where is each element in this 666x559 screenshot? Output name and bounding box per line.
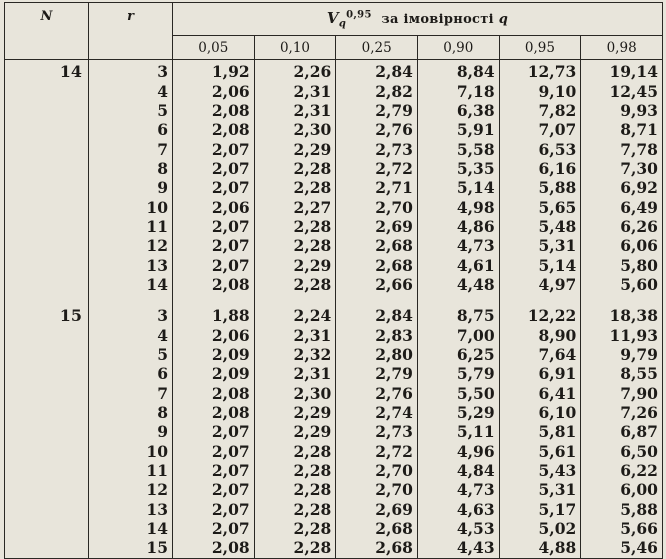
value-cell: 7,00 (417, 325, 499, 344)
value-cell: 2,31 (254, 81, 336, 100)
value-cell: 1,92 (173, 60, 255, 82)
value-cell: 2,26 (254, 60, 336, 82)
r-cell: 6 (89, 364, 173, 383)
n-cell (5, 384, 89, 403)
r-cell: 11 (89, 217, 173, 236)
value-cell: 7,78 (581, 139, 663, 158)
group-spacer (5, 294, 663, 306)
value-cell: 2,29 (254, 403, 336, 422)
value-cell: 2,31 (254, 364, 336, 383)
value-cell: 2,66 (336, 275, 418, 294)
r-cell: 9 (89, 178, 173, 197)
value-cell: 2,09 (173, 364, 255, 383)
value-cell: 5,61 (499, 442, 581, 461)
n-cell (5, 325, 89, 344)
n-cell (5, 364, 89, 383)
r-cell: 10 (89, 197, 173, 216)
r-cell: 12 (89, 480, 173, 499)
value-cell: 5,43 (499, 461, 581, 480)
value-cell: 2,06 (173, 325, 255, 344)
value-cell: 2,07 (173, 519, 255, 538)
table-row (5, 81, 663, 100)
table-row (5, 345, 663, 364)
v-symbol: V (326, 8, 339, 27)
value-cell: 8,75 (417, 306, 499, 325)
n-cell (5, 178, 89, 197)
value-cell: 12,45 (581, 81, 663, 100)
table-row (5, 403, 663, 422)
r-cell: 9 (89, 422, 173, 441)
column-header-n: N (5, 3, 89, 60)
value-cell: 6,26 (581, 217, 663, 236)
table-row (5, 255, 663, 274)
table-row (5, 139, 663, 158)
value-cell: 2,29 (254, 422, 336, 441)
r-cell: 5 (89, 101, 173, 120)
table-row (5, 275, 663, 294)
n-cell (5, 345, 89, 364)
value-cell: 2,70 (336, 480, 418, 499)
value-cell: 2,07 (173, 480, 255, 499)
value-cell: 2,76 (336, 120, 418, 139)
r-cell: 4 (89, 325, 173, 344)
n-cell (5, 480, 89, 499)
value-cell: 4,63 (417, 500, 499, 519)
value-cell: 5,14 (499, 255, 581, 274)
r-cell: 3 (89, 306, 173, 325)
value-cell: 7,26 (581, 403, 663, 422)
table-row (5, 442, 663, 461)
value-cell: 2,27 (254, 197, 336, 216)
r-cell: 12 (89, 236, 173, 255)
value-cell: 2,07 (173, 139, 255, 158)
n-cell (5, 255, 89, 274)
table-row (5, 236, 663, 255)
value-cell: 2,32 (254, 345, 336, 364)
value-cell: 2,28 (254, 236, 336, 255)
table-row (5, 159, 663, 178)
r-cell: 11 (89, 461, 173, 480)
value-cell: 5,48 (499, 217, 581, 236)
n-cell (5, 442, 89, 461)
table-row (5, 480, 663, 499)
q-value-header: 0,25 (336, 36, 418, 60)
value-cell: 2,08 (173, 403, 255, 422)
table-row (5, 519, 663, 538)
value-cell: 12,22 (499, 306, 581, 325)
q-value-header: 0,10 (254, 36, 336, 60)
value-cell: 4,86 (417, 217, 499, 236)
value-cell: 2,28 (254, 217, 336, 236)
r-cell: 14 (89, 275, 173, 294)
value-cell: 4,97 (499, 275, 581, 294)
value-cell: 2,07 (173, 422, 255, 441)
value-cell: 2,68 (336, 519, 418, 538)
value-cell: 6,38 (417, 101, 499, 120)
value-cell: 5,29 (417, 403, 499, 422)
value-cell: 4,84 (417, 461, 499, 480)
q-value-header: 0,95 (499, 36, 581, 60)
n-cell: 15 (5, 306, 89, 325)
value-cell: 5,14 (417, 178, 499, 197)
r-cell: 8 (89, 403, 173, 422)
table-row (5, 101, 663, 120)
n-cell (5, 422, 89, 441)
table-body (5, 60, 663, 559)
n-cell (5, 101, 89, 120)
value-cell: 7,64 (499, 345, 581, 364)
value-cell: 4,88 (499, 538, 581, 558)
value-cell: 2,28 (254, 500, 336, 519)
table-row (5, 217, 663, 236)
value-cell: 5,31 (499, 480, 581, 499)
probability-q: q (498, 11, 509, 27)
value-cell: 2,07 (173, 217, 255, 236)
value-cell: 5,31 (499, 236, 581, 255)
value-cell: 2,07 (173, 159, 255, 178)
r-cell: 10 (89, 442, 173, 461)
value-cell: 6,50 (581, 442, 663, 461)
value-cell: 2,08 (173, 538, 255, 558)
value-cell: 2,69 (336, 500, 418, 519)
value-cell: 2,28 (254, 538, 336, 558)
table-row (5, 197, 663, 216)
q-value-header: 0,98 (581, 36, 663, 60)
value-cell: 5,46 (581, 538, 663, 558)
value-cell: 2,07 (173, 442, 255, 461)
value-cell: 2,08 (173, 120, 255, 139)
n-cell (5, 403, 89, 422)
table-row (5, 60, 663, 82)
value-cell: 9,93 (581, 101, 663, 120)
value-cell: 2,68 (336, 255, 418, 274)
value-cell: 6,22 (581, 461, 663, 480)
table-row (5, 306, 663, 325)
value-cell: 5,81 (499, 422, 581, 441)
value-cell: 2,79 (336, 101, 418, 120)
value-cell: 2,84 (336, 60, 418, 82)
table-row (5, 325, 663, 344)
value-cell: 6,16 (499, 159, 581, 178)
value-cell: 5,88 (581, 500, 663, 519)
value-cell: 2,28 (254, 519, 336, 538)
v-superscript: 0,95 (346, 9, 372, 21)
value-cell: 2,09 (173, 345, 255, 364)
value-cell: 8,55 (581, 364, 663, 383)
value-cell: 5,91 (417, 120, 499, 139)
value-cell: 2,28 (254, 159, 336, 178)
value-cell: 4,48 (417, 275, 499, 294)
value-cell: 2,07 (173, 236, 255, 255)
value-cell: 2,08 (173, 101, 255, 120)
value-cell: 5,50 (417, 384, 499, 403)
n-cell (5, 197, 89, 216)
value-cell: 6,06 (581, 236, 663, 255)
value-cell: 4,73 (417, 480, 499, 499)
value-cell: 4,96 (417, 442, 499, 461)
r-cell: 7 (89, 384, 173, 403)
value-cell: 5,88 (499, 178, 581, 197)
r-cell: 5 (89, 345, 173, 364)
value-cell: 8,71 (581, 120, 663, 139)
value-cell: 2,31 (254, 101, 336, 120)
value-cell: 2,70 (336, 461, 418, 480)
value-cell: 4,73 (417, 236, 499, 255)
value-cell: 2,08 (173, 384, 255, 403)
value-cell: 6,53 (499, 139, 581, 158)
value-cell: 2,80 (336, 345, 418, 364)
value-cell: 7,90 (581, 384, 663, 403)
value-cell: 5,11 (417, 422, 499, 441)
r-cell: 6 (89, 120, 173, 139)
value-cell: 9,10 (499, 81, 581, 100)
value-cell: 2,06 (173, 197, 255, 216)
value-cell: 6,10 (499, 403, 581, 422)
value-cell: 12,73 (499, 60, 581, 82)
column-header-probability (173, 3, 663, 36)
value-cell: 2,07 (173, 255, 255, 274)
r-cell: 3 (89, 60, 173, 82)
value-cell: 6,49 (581, 197, 663, 216)
value-cell: 2,31 (254, 325, 336, 344)
n-cell (5, 519, 89, 538)
value-cell: 7,07 (499, 120, 581, 139)
value-cell: 7,18 (417, 81, 499, 100)
value-cell: 19,14 (581, 60, 663, 82)
value-cell: 2,07 (173, 178, 255, 197)
value-cell: 2,73 (336, 422, 418, 441)
value-cell: 5,66 (581, 519, 663, 538)
table-row (5, 120, 663, 139)
value-cell: 2,70 (336, 197, 418, 216)
value-cell: 6,92 (581, 178, 663, 197)
value-cell: 6,41 (499, 384, 581, 403)
v-subscript: q (338, 18, 347, 30)
value-cell: 5,60 (581, 275, 663, 294)
value-cell: 2,79 (336, 364, 418, 383)
n-cell (5, 120, 89, 139)
value-cell: 4,43 (417, 538, 499, 558)
value-cell: 9,79 (581, 345, 663, 364)
q-value-header: 0,05 (173, 36, 255, 60)
value-cell: 2,24 (254, 306, 336, 325)
table-row (5, 384, 663, 403)
r-cell: 14 (89, 519, 173, 538)
value-cell: 2,71 (336, 178, 418, 197)
value-cell: 11,93 (581, 325, 663, 344)
value-cell: 2,29 (254, 255, 336, 274)
value-cell: 2,68 (336, 538, 418, 558)
value-cell: 2,74 (336, 403, 418, 422)
r-cell: 8 (89, 159, 173, 178)
value-cell: 2,28 (254, 275, 336, 294)
r-cell: 4 (89, 81, 173, 100)
value-cell: 5,58 (417, 139, 499, 158)
table-row (5, 461, 663, 480)
table-row (5, 364, 663, 383)
n-cell (5, 500, 89, 519)
q-value-header: 0,90 (417, 36, 499, 60)
value-cell: 7,30 (581, 159, 663, 178)
table-header (5, 3, 663, 60)
n-cell: 14 (5, 60, 89, 82)
value-cell: 5,80 (581, 255, 663, 274)
value-cell: 5,17 (499, 500, 581, 519)
value-cell: 6,25 (417, 345, 499, 364)
column-header-r: r (89, 3, 173, 60)
value-cell: 8,84 (417, 60, 499, 82)
value-cell: 2,08 (173, 275, 255, 294)
table-row (5, 538, 663, 558)
value-cell: 2,69 (336, 217, 418, 236)
value-cell: 2,30 (254, 120, 336, 139)
r-cell: 7 (89, 139, 173, 158)
value-cell: 2,76 (336, 384, 418, 403)
n-cell (5, 139, 89, 158)
value-cell: 1,88 (173, 306, 255, 325)
r-cell: 13 (89, 255, 173, 274)
n-cell (5, 217, 89, 236)
value-cell: 4,53 (417, 519, 499, 538)
n-cell (5, 81, 89, 100)
value-cell: 2,84 (336, 306, 418, 325)
value-cell: 6,91 (499, 364, 581, 383)
value-cell: 2,07 (173, 500, 255, 519)
probability-caption: за імовірності (381, 11, 494, 27)
table-row (5, 422, 663, 441)
value-cell: 2,06 (173, 81, 255, 100)
value-cell: 5,65 (499, 197, 581, 216)
value-cell: 2,72 (336, 442, 418, 461)
value-cell: 2,73 (336, 139, 418, 158)
n-cell (5, 461, 89, 480)
value-cell: 5,35 (417, 159, 499, 178)
n-cell (5, 236, 89, 255)
value-cell: 2,30 (254, 384, 336, 403)
value-cell: 4,98 (417, 197, 499, 216)
value-cell: 2,28 (254, 461, 336, 480)
value-cell: 7,82 (499, 101, 581, 120)
value-cell: 5,79 (417, 364, 499, 383)
n-cell (5, 159, 89, 178)
value-cell: 2,29 (254, 139, 336, 158)
r-cell: 15 (89, 538, 173, 558)
value-cell: 8,90 (499, 325, 581, 344)
value-cell: 2,07 (173, 461, 255, 480)
quantile-table (4, 2, 663, 559)
value-cell: 2,82 (336, 81, 418, 100)
value-cell: 2,72 (336, 159, 418, 178)
value-cell: 6,87 (581, 422, 663, 441)
value-cell: 4,61 (417, 255, 499, 274)
value-cell: 2,28 (254, 178, 336, 197)
table-row (5, 178, 663, 197)
table-row (5, 500, 663, 519)
value-cell: 2,28 (254, 442, 336, 461)
value-cell: 2,68 (336, 236, 418, 255)
value-cell: 5,02 (499, 519, 581, 538)
value-cell: 2,83 (336, 325, 418, 344)
value-cell: 2,28 (254, 480, 336, 499)
n-cell (5, 275, 89, 294)
n-cell (5, 538, 89, 558)
value-cell: 6,00 (581, 480, 663, 499)
value-cell: 18,38 (581, 306, 663, 325)
r-cell: 13 (89, 500, 173, 519)
